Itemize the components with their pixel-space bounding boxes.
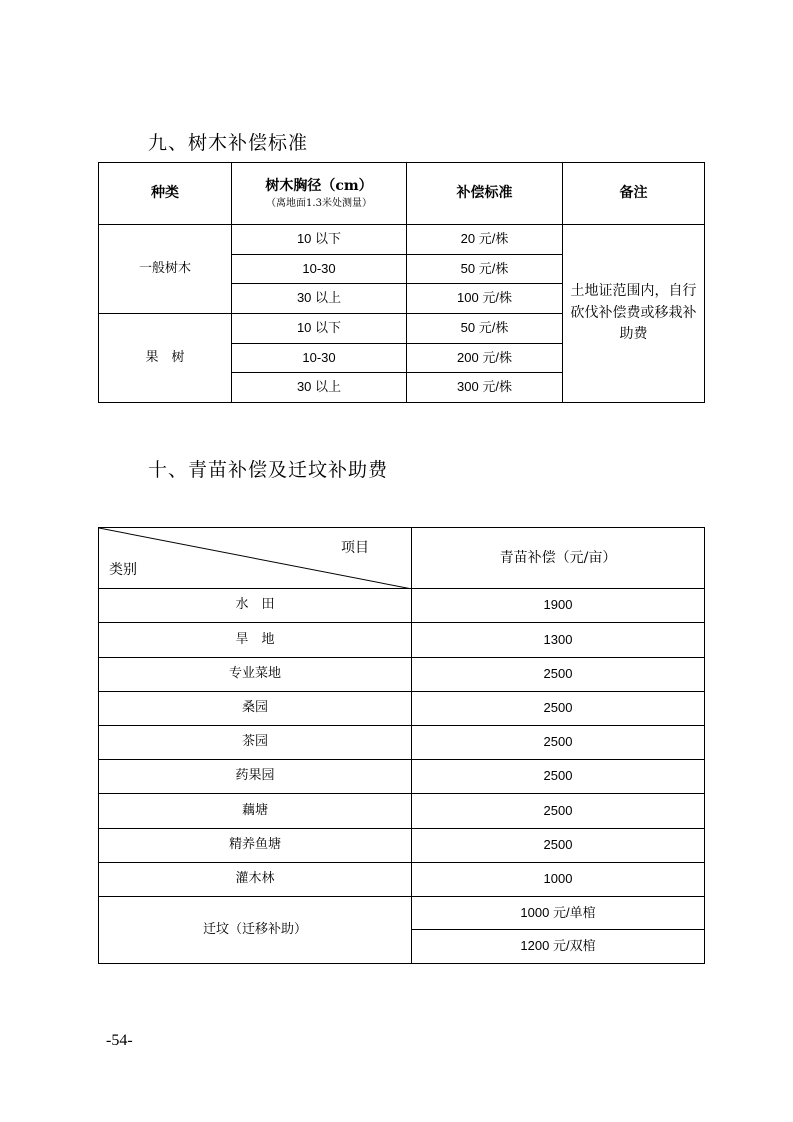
category-cell: 专业菜地: [99, 658, 412, 692]
value-cell: 2500: [412, 658, 705, 692]
header-value: 青苗补偿（元/亩）: [412, 528, 705, 589]
grave-value-cell: 1200 元/双棺: [412, 930, 705, 964]
value-cell: 1000: [412, 863, 705, 897]
table-header-row: [99, 528, 705, 589]
standard-cell: 300 元/株: [407, 373, 563, 403]
value-cell: 1900: [412, 589, 705, 623]
table-row: [99, 726, 705, 760]
value-cell: 2500: [412, 760, 705, 794]
value-cell: 2500: [412, 829, 705, 863]
table-row: [99, 760, 705, 794]
value-cell: 2500: [412, 794, 705, 829]
table-row: [99, 863, 705, 897]
category-cell: 桑园: [99, 692, 412, 726]
table-header-row: [99, 163, 705, 225]
seedling-compensation-table: [98, 527, 705, 964]
diagonal-header-cell: [99, 528, 412, 589]
category-cell: 茶园: [99, 726, 412, 760]
header-diameter-sub: （离地面1.3米处测量）: [266, 198, 372, 210]
group-name: 一般树木: [99, 225, 232, 314]
note-cell: 土地证范围内，自行砍伐补偿费或移栽补助费: [563, 225, 705, 403]
table-row: [99, 897, 705, 930]
header-standard: 补偿标准: [407, 163, 563, 225]
section10-heading: 十、青苗补偿及迁坟补助费: [148, 459, 389, 481]
table-row: [99, 692, 705, 726]
standard-cell: 100 元/株: [407, 284, 563, 314]
header-diameter: [232, 163, 407, 225]
category-cell: 灌木林: [99, 863, 412, 897]
standard-cell: 20 元/株: [407, 225, 563, 255]
diameter-cell: 10-30: [232, 255, 407, 284]
category-cell: 药果园: [99, 760, 412, 794]
section9-heading: 九、树木补偿标准: [148, 132, 309, 154]
table-row: [99, 658, 705, 692]
tree-compensation-table: [98, 162, 705, 403]
header-type: 种类: [99, 163, 232, 225]
group-name: 果 树: [99, 314, 232, 403]
grave-category-cell: 迁坟（迁移补助）: [99, 897, 412, 964]
diameter-cell: 30 以上: [232, 284, 407, 314]
standard-cell: 50 元/株: [407, 255, 563, 284]
diameter-cell: 30 以上: [232, 373, 407, 403]
value-cell: 2500: [412, 692, 705, 726]
diameter-cell: 10 以下: [232, 225, 407, 255]
page-number: -54-: [106, 1032, 133, 1049]
header-item-label: 项目: [341, 540, 369, 556]
category-cell: 旱 地: [99, 623, 412, 658]
table-row: [99, 225, 705, 255]
table-row: [99, 794, 705, 829]
header-category-label: 类别: [109, 561, 137, 578]
grave-value-cell: 1000 元/单棺: [412, 897, 705, 930]
diagonal-line: [99, 528, 412, 589]
header-diameter-main: 树木胸径（cm）: [265, 177, 373, 194]
value-cell: 1300: [412, 623, 705, 658]
table-row: [99, 623, 705, 658]
standard-cell: 200 元/株: [407, 344, 563, 373]
diameter-cell: 10-30: [232, 344, 407, 373]
header-note: 备注: [563, 163, 705, 225]
table-row: [99, 829, 705, 863]
table-row: [99, 589, 705, 623]
category-cell: 藕塘: [99, 794, 412, 829]
diameter-cell: 10 以下: [232, 314, 407, 344]
value-cell: 2500: [412, 726, 705, 760]
standard-cell: 50 元/株: [407, 314, 563, 344]
category-cell: 水 田: [99, 589, 412, 623]
category-cell: 精养鱼塘: [99, 829, 412, 863]
